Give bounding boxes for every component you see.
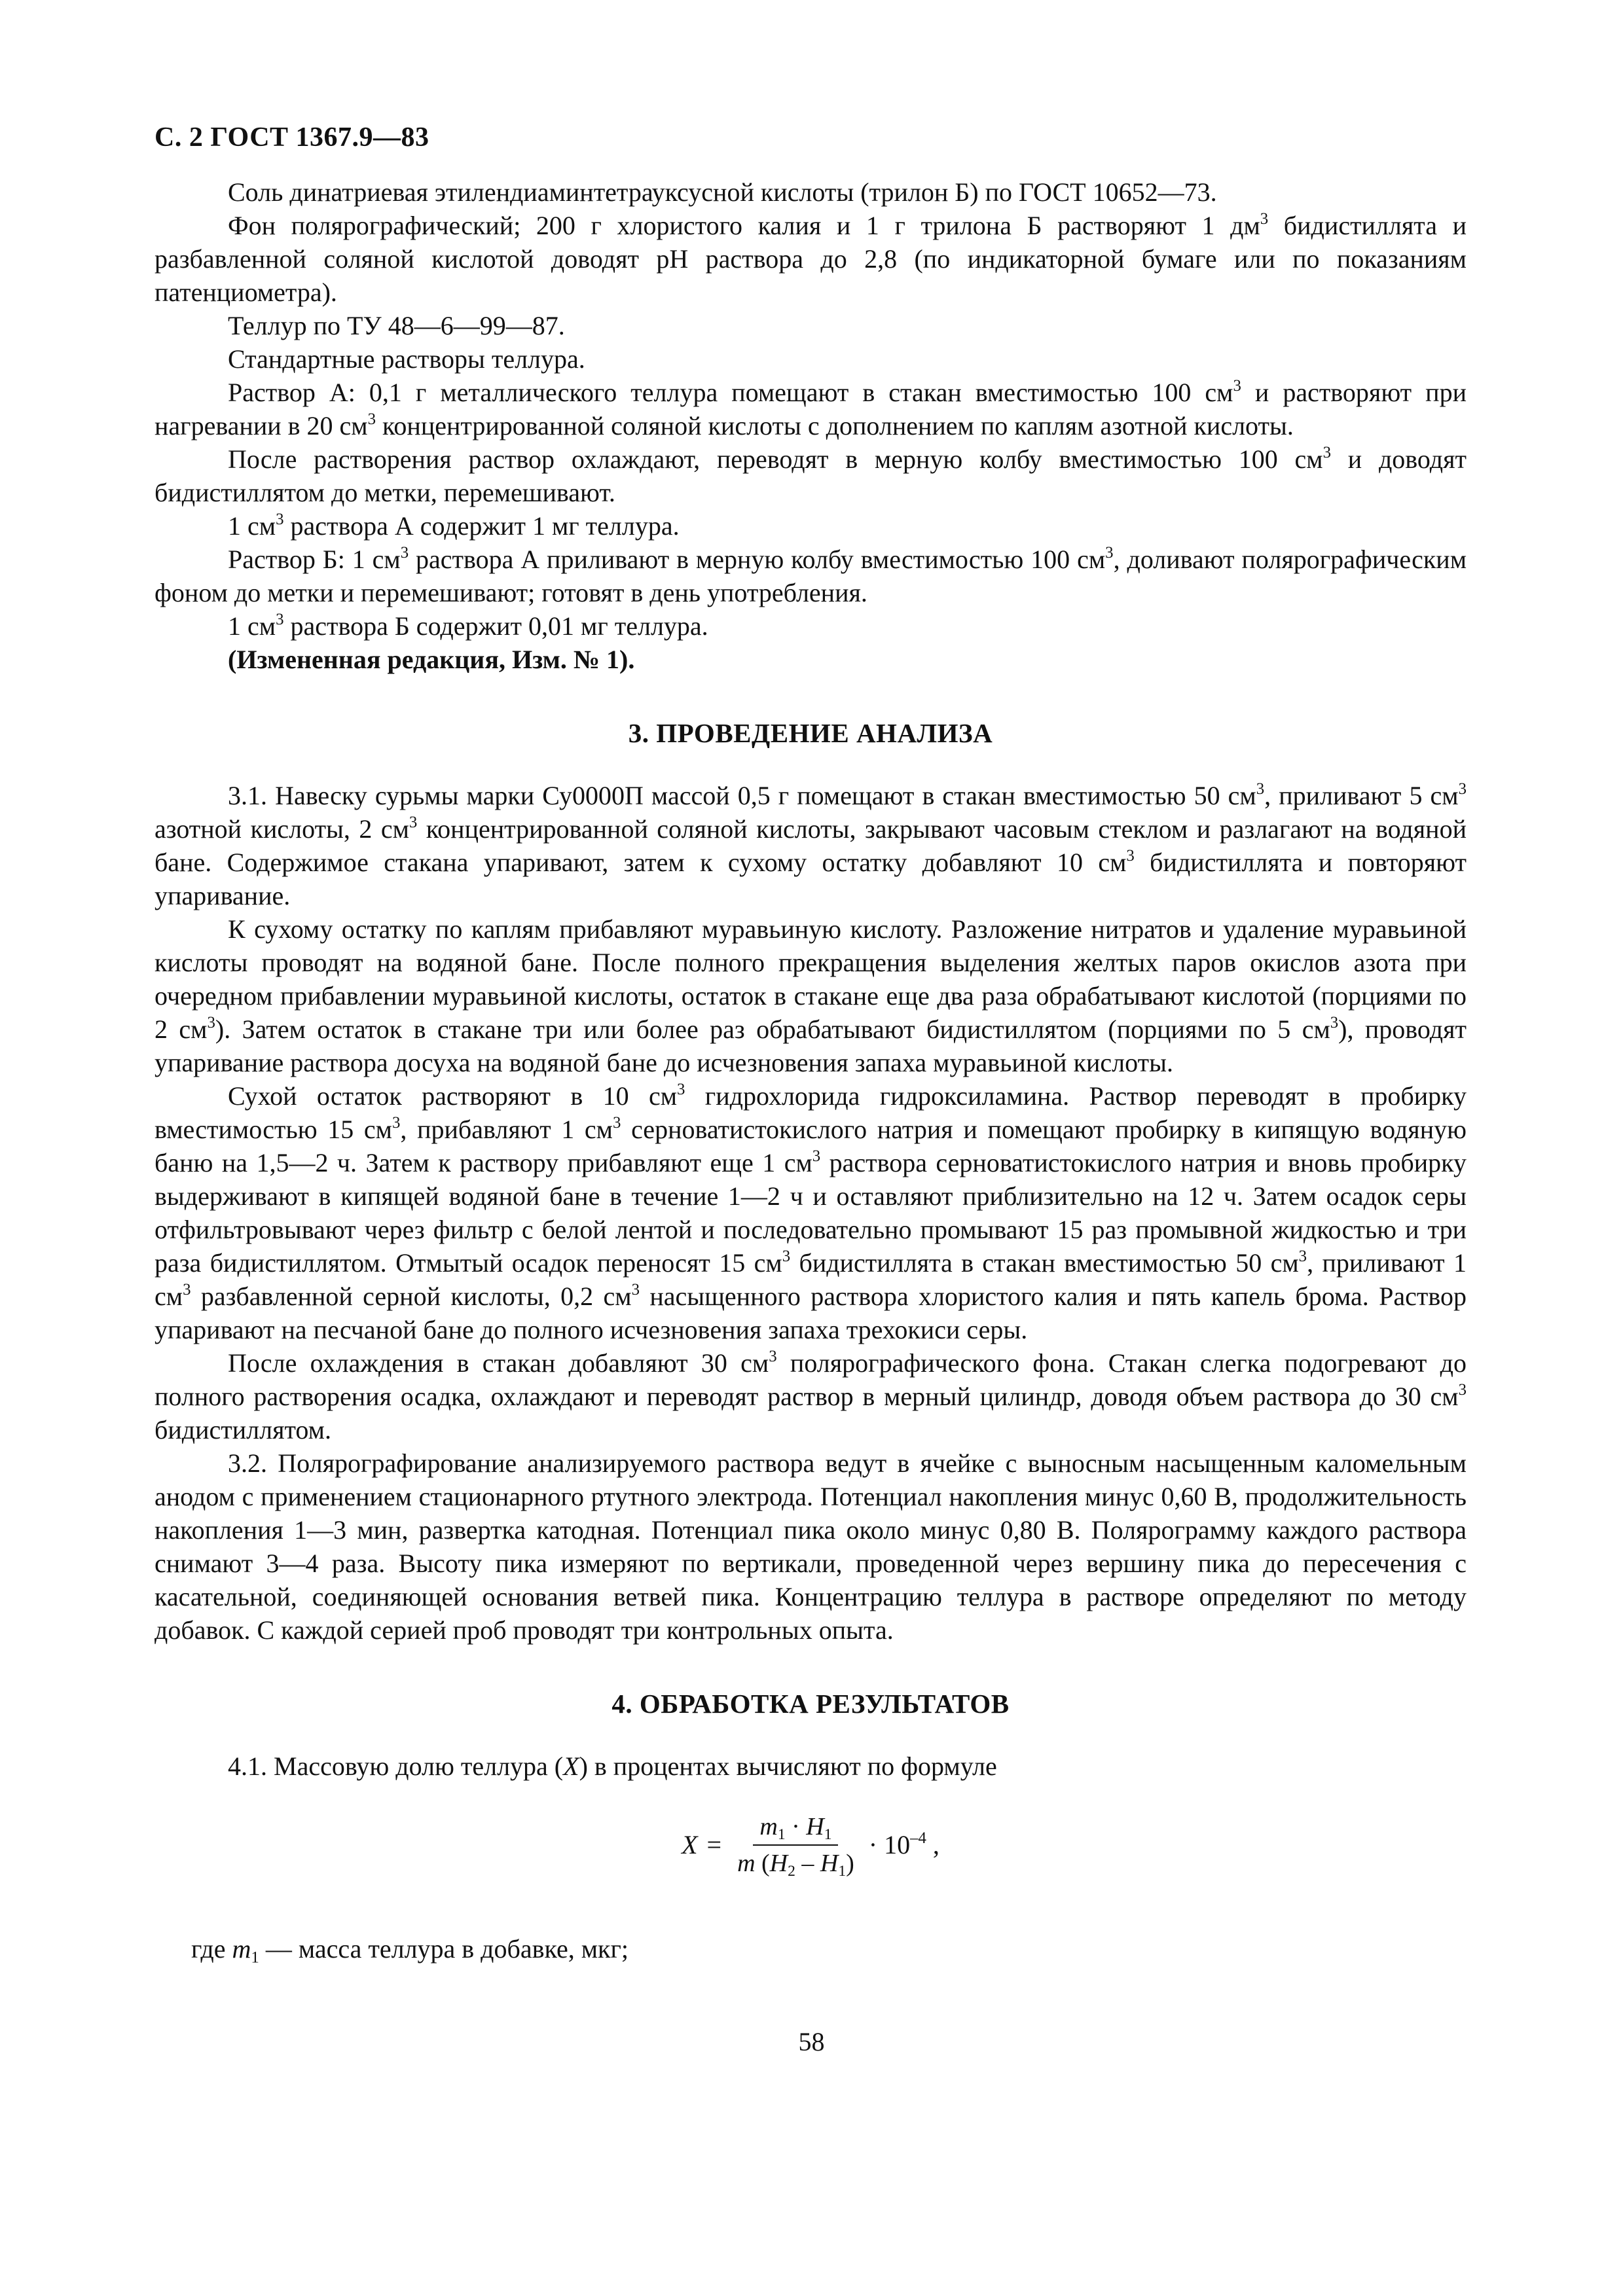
paragraph: Фон полярографический; 200 г хлористого калия и 1 г трилона Б растворяют 1 $дм^3$ бидистиллята и разбавленной соляной кислотой доводят pH раствора до 2,8 (по индикаторной бумаге или по показаниям патенциометра). — [155, 209, 1467, 307]
paragraph: 3.2. Полярографирование анализируемого раствора ведут в ячейке с выносным насыщенным каломельным анодом с применением стационарного ртутного электрода. Потенциал накопления минус 0,60 В, продолжительность накопления 1—3 мин, развертка катодная. Потенциал пика около минус 0,80 В. Полярограмму каждого раствора снимают 3—4 раза. Высоту пика измеряют по вертикали, проведенной через вершину пика до пересечения с касательной, соединяющей основания ветвей пика. Концентрацию теллура в растворе определяют по методу добавок. С каждой серией проб проводят три контрольных опыта. — [155, 1448, 1467, 1645]
section-heading-results: 4. ОБРАБОТКА РЕЗУЛЬТАТОВ — [611, 1689, 1010, 1719]
paragraph: 4.1. Массовую долю теллура (X) в процентах вычисляют по формуле — [228, 1751, 997, 1781]
formula-numerator: $m_1 \cdot H_1$ — [753, 1812, 838, 1846]
paragraph: Сухой остаток растворяют в 10 $см^3$ гидрохлорида гидроксиламина. Раствор переводят в пробирку вместимостью 15 $см^3$, прибавляют 1 $см^3$ серноватистокислого натрия и помещают пробирку в кипящую водяную баню на 1,5—2 ч. Затем к раствору прибавляют еще 1 $см^3$ раствора серноватистокислого натрия и вновь пробирку выдерживают в кипящей водяной бане в течение 1—2 ч и оставляют приблизительно на 12 ч. Затем осадок серы отфильтровывают через фильтр с белой лентой и последовательно промывают 15 раз промывной жидкостью и три раза бидистиллятом. Отмытый осадок переносят 15 $см^3$ бидистиллята в стакан вместимостью 50 $см^3$, приливают 1 $см^3$ разбавленной серной кислоты, 0,2 $см^3$ насыщенного раствора хлористого калия и пять капель брома. Раствор упаривают на песчаной бане до полного исчезновения запаха трехокиси серы. — [155, 1080, 1467, 1344]
page-number: 58 — [798, 2027, 825, 2056]
formula-lhs: X — [682, 1830, 698, 1859]
paragraph: 3.1. Навеску сурьмы марки Су0000П массой 0,5 г помещают в стакан вместимостью 50 $см^3$, приливают 5 $см^3$ азотной кислоты, 2 $см^3$ концентрированной соляной кислоты, закрывают часовым стеклом и разлагают на водяной бане. Содержимое стакана упаривают, затем к сухому остатку добавляют 10 $см^3$ бидистиллята и повторяют упаривание. — [155, 780, 1467, 910]
paragraph: 1 $см^3$ раствора Б содержит 0,01 мг теллура. — [228, 610, 708, 641]
reagents-section — [155, 175, 1467, 676]
formula-where: где $m_1$ — масса теллура в добавке, мкг; — [191, 1934, 629, 1967]
paragraph: К сухому остатку по каплям прибавляют муравьиную кислоту. Разложение нитратов и удаление муравьиной кислоты проводят на водяной бане. После полного прекращения выделения желтых паров окислов азота при очередном прибавлении муравьиной кислоты, остаток в стакане еще два раза обрабатывают кислотой (порциями по 2 $см^3$). Затем остаток в стакане три или более раз обрабатывают бидистиллятом (порциями по 5 $см^3$), проводят упаривание раствора досуха на водяной бане до исчезновения запаха муравьиной кислоты. — [155, 914, 1467, 1077]
formula-multiply: · — [868, 1830, 878, 1859]
formula — [155, 1812, 1467, 1878]
results-section — [155, 1749, 1467, 1783]
formula-tail: $10^{-4}$ , — [884, 1829, 939, 1859]
amendment-note: (Измененная редакция, Изм. № 1). — [228, 645, 635, 674]
formula-equals: = — [706, 1830, 722, 1859]
paragraph: После охлаждения в стакан добавляют 30 $см^3$ полярографического фона. Стакан слегка подогревают до полного растворения осадка, охлаждают и переводят раствор в мерный цилиндр, доводя объем раствора до 30 $см^3$ бидистиллятом. — [155, 1347, 1467, 1444]
document-body — [155, 175, 1467, 1965]
paragraph: 1 $см^3$ раствора А содержит 1 мг теллура. — [228, 510, 680, 541]
paragraph: Раствор Б: 1 $см^3$ раствора А приливают в мерную колбу вместимостью 100 $см^3$, доливают полярографическим фоном до метки и перемешивают; готовят в день употребления. — [155, 543, 1467, 607]
formula-denominator: m $(H_2 - H_1)$ — [737, 1850, 854, 1880]
section-heading-analysis: 3. ПРОВЕДЕНИЕ АНАЛИЗА — [628, 718, 993, 748]
paragraph: Раствор А: 0,1 г металлического теллура помещают в стакан вместимостью 100 $см^3$ и растворяют при нагревании в 20 $см^3$ концентрированной соляной кислоты с дополнением по каплям азотной кислоты. — [155, 376, 1467, 440]
paragraph: Соль динатриевая этилендиаминтетрауксусной кислоты (трилон Б) по ГОСТ 10652—73. — [228, 177, 1217, 207]
paragraph: Стандартные растворы теллура. — [228, 344, 585, 374]
page-header: С. 2 ГОСТ 1367.9—83 — [155, 122, 429, 152]
formula-block — [155, 1812, 1467, 1910]
analysis-section — [155, 779, 1467, 1647]
paragraph: Теллур по ТУ 48—6—99—87. — [228, 311, 565, 340]
formula-fraction — [731, 1812, 861, 1878]
paragraph: После растворения раствор охлаждают, переводят в мерную колбу вместимостью 100 $см^3$ и доводят бидистиллятом до метки, перемешивают. — [155, 443, 1467, 507]
